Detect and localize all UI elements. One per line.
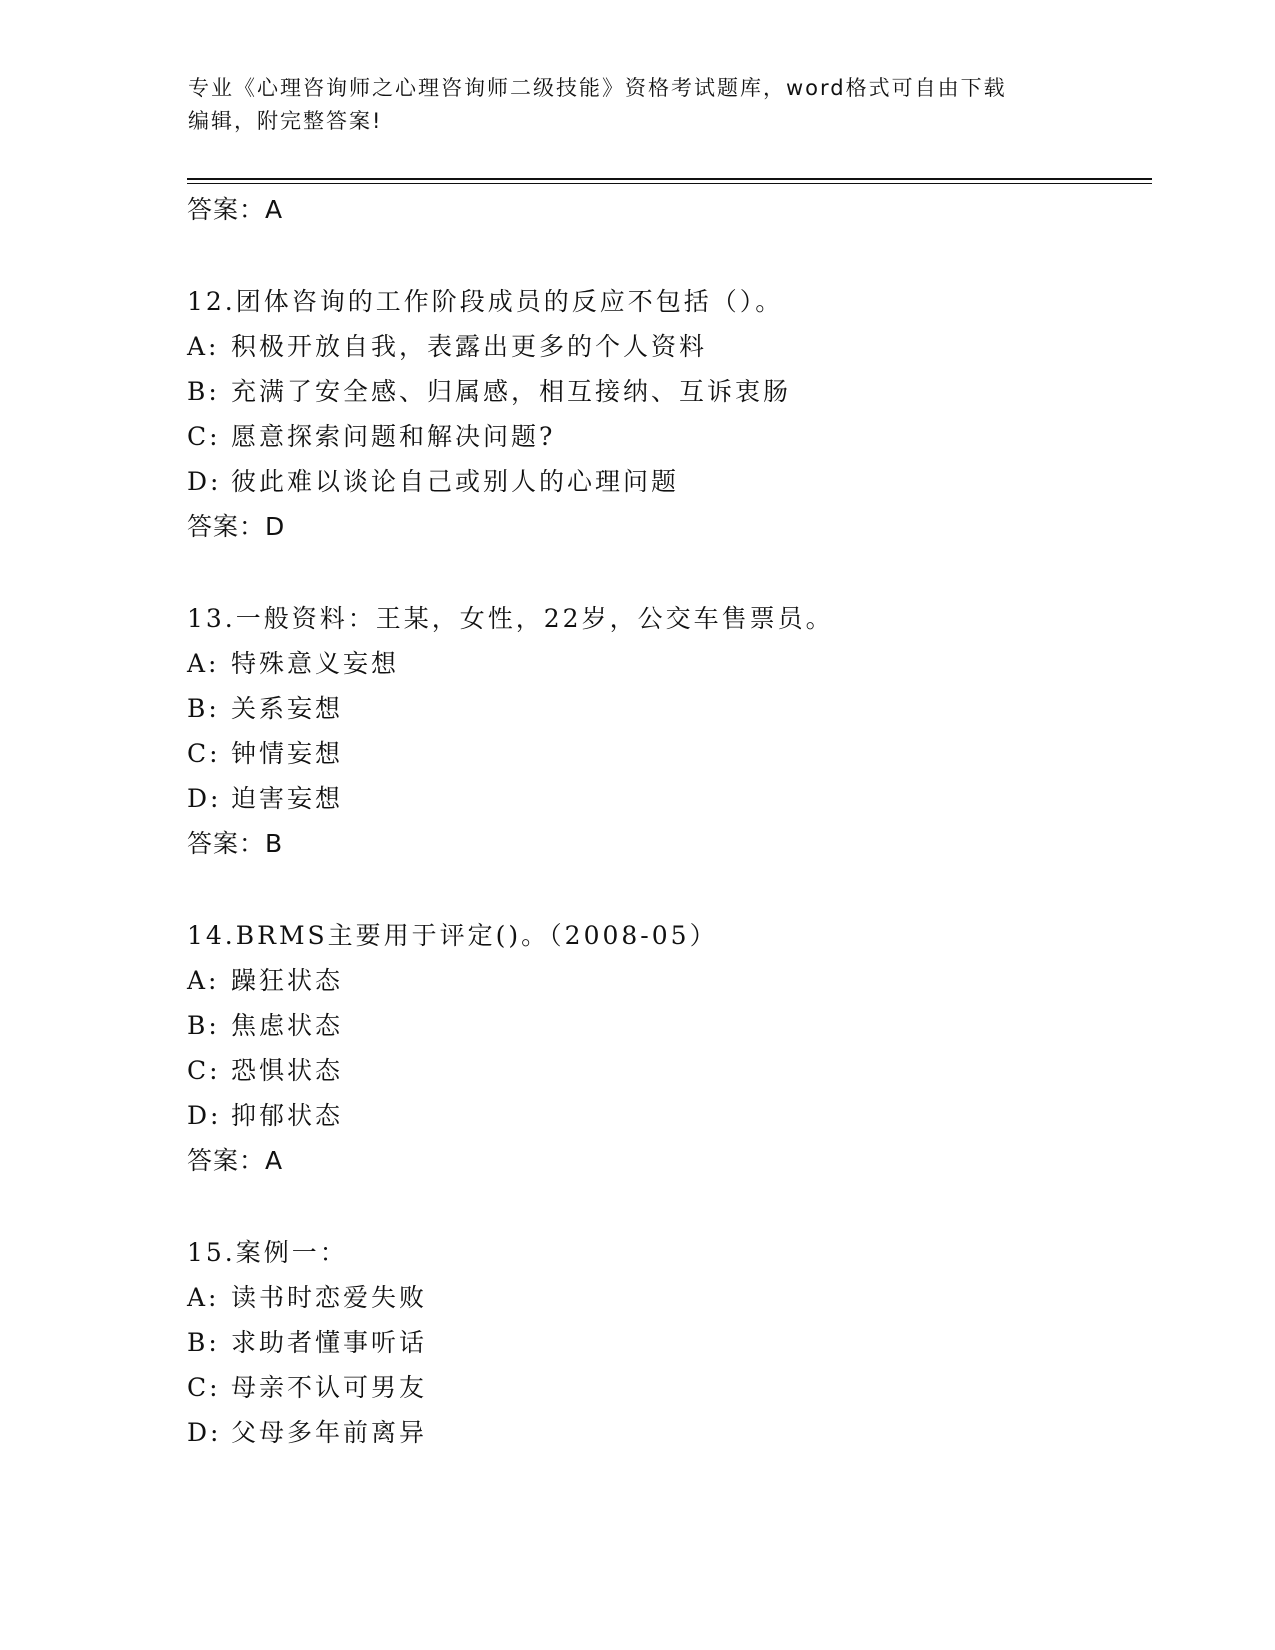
option-key: D:: [187, 1101, 222, 1130]
question-list: [187, 187, 1147, 1455]
option-c: [187, 414, 1147, 459]
option-c: [187, 1048, 1147, 1093]
option-text: 抑郁状态: [231, 1101, 344, 1130]
option-b: [187, 1003, 1147, 1048]
option-a: [187, 958, 1147, 1003]
option-key: C:: [187, 422, 221, 451]
option-d: [187, 1093, 1147, 1138]
option-key: B:: [187, 377, 220, 406]
option-key: A:: [187, 332, 220, 361]
header-line-2: 编辑，附完整答案!: [188, 109, 383, 133]
question-title: 12.团体咨询的工作阶段成员的反应不包括（）。: [187, 287, 784, 316]
question-block: [187, 913, 1147, 1183]
question-title: 13.一般资料：王某，女性，22岁，公交车售票员。: [187, 604, 834, 633]
spacer: [187, 866, 1147, 913]
option-key: B:: [187, 1328, 220, 1357]
option-d: [187, 459, 1147, 504]
header-divider-thin: [187, 183, 1152, 184]
question-block: [187, 1230, 1147, 1455]
option-text: 焦虑状态: [231, 1011, 344, 1040]
option-key: A:: [187, 1283, 220, 1312]
answer-line: 答案：B: [187, 829, 284, 858]
option-key: D:: [187, 1418, 222, 1447]
option-key: D:: [187, 784, 222, 813]
answer-line: 答案：A: [187, 1146, 284, 1175]
option-text: 母亲不认可男友: [231, 1373, 428, 1402]
option-d: [187, 776, 1147, 821]
option-c: [187, 1365, 1147, 1410]
option-key: B:: [187, 1011, 220, 1040]
option-key: C:: [187, 1373, 221, 1402]
option-b: [187, 686, 1147, 731]
option-a: [187, 641, 1147, 686]
option-c: [187, 731, 1147, 776]
option-text: 钟情妄想: [231, 739, 344, 768]
option-text: 愿意探索问题和解决问题?: [231, 422, 556, 451]
option-key: D:: [187, 467, 222, 496]
option-text: 彼此难以谈论自己或别人的心理问题: [231, 467, 680, 496]
spacer: [187, 549, 1147, 596]
option-key: C:: [187, 739, 221, 768]
option-text: 求助者懂事听话: [231, 1328, 428, 1357]
option-text: 读书时恋爱失败: [231, 1283, 428, 1312]
option-text: 特殊意义妄想: [231, 649, 400, 678]
option-b: [187, 1320, 1147, 1365]
option-a: [187, 324, 1147, 369]
question-block: [187, 596, 1147, 866]
option-text: 躁狂状态: [231, 966, 344, 995]
spacer: [187, 1183, 1147, 1230]
option-text: 父母多年前离异: [231, 1418, 428, 1447]
option-text: 关系妄想: [231, 694, 344, 723]
document-header: [188, 72, 1088, 138]
header-line-1: 专业《心理咨询师之心理咨询师二级技能》资格考试题库，word格式可自由下载: [188, 76, 1007, 100]
option-key: B:: [187, 694, 220, 723]
option-text: 积极开放自我，表露出更多的个人资料: [231, 332, 708, 361]
option-b: [187, 369, 1147, 414]
option-key: C:: [187, 1056, 221, 1085]
option-text: 迫害妄想: [231, 784, 344, 813]
option-key: A:: [187, 649, 220, 678]
question-title: 14.BRMS主要用于评定()。（2008-05）: [187, 921, 718, 950]
option-text: 恐惧状态: [231, 1056, 344, 1085]
answer-line: 答案：D: [187, 512, 286, 541]
option-a: [187, 1275, 1147, 1320]
option-text: 充满了安全感、归属感，相互接纳、互诉衷肠: [231, 377, 792, 406]
spacer: [187, 232, 1147, 279]
header-divider-thick: [187, 178, 1152, 180]
option-key: A:: [187, 966, 220, 995]
question-title: 15.案例一：: [187, 1238, 348, 1267]
question-block: [187, 279, 1147, 549]
option-d: [187, 1410, 1147, 1455]
answer-line: 答案：A: [187, 195, 284, 224]
